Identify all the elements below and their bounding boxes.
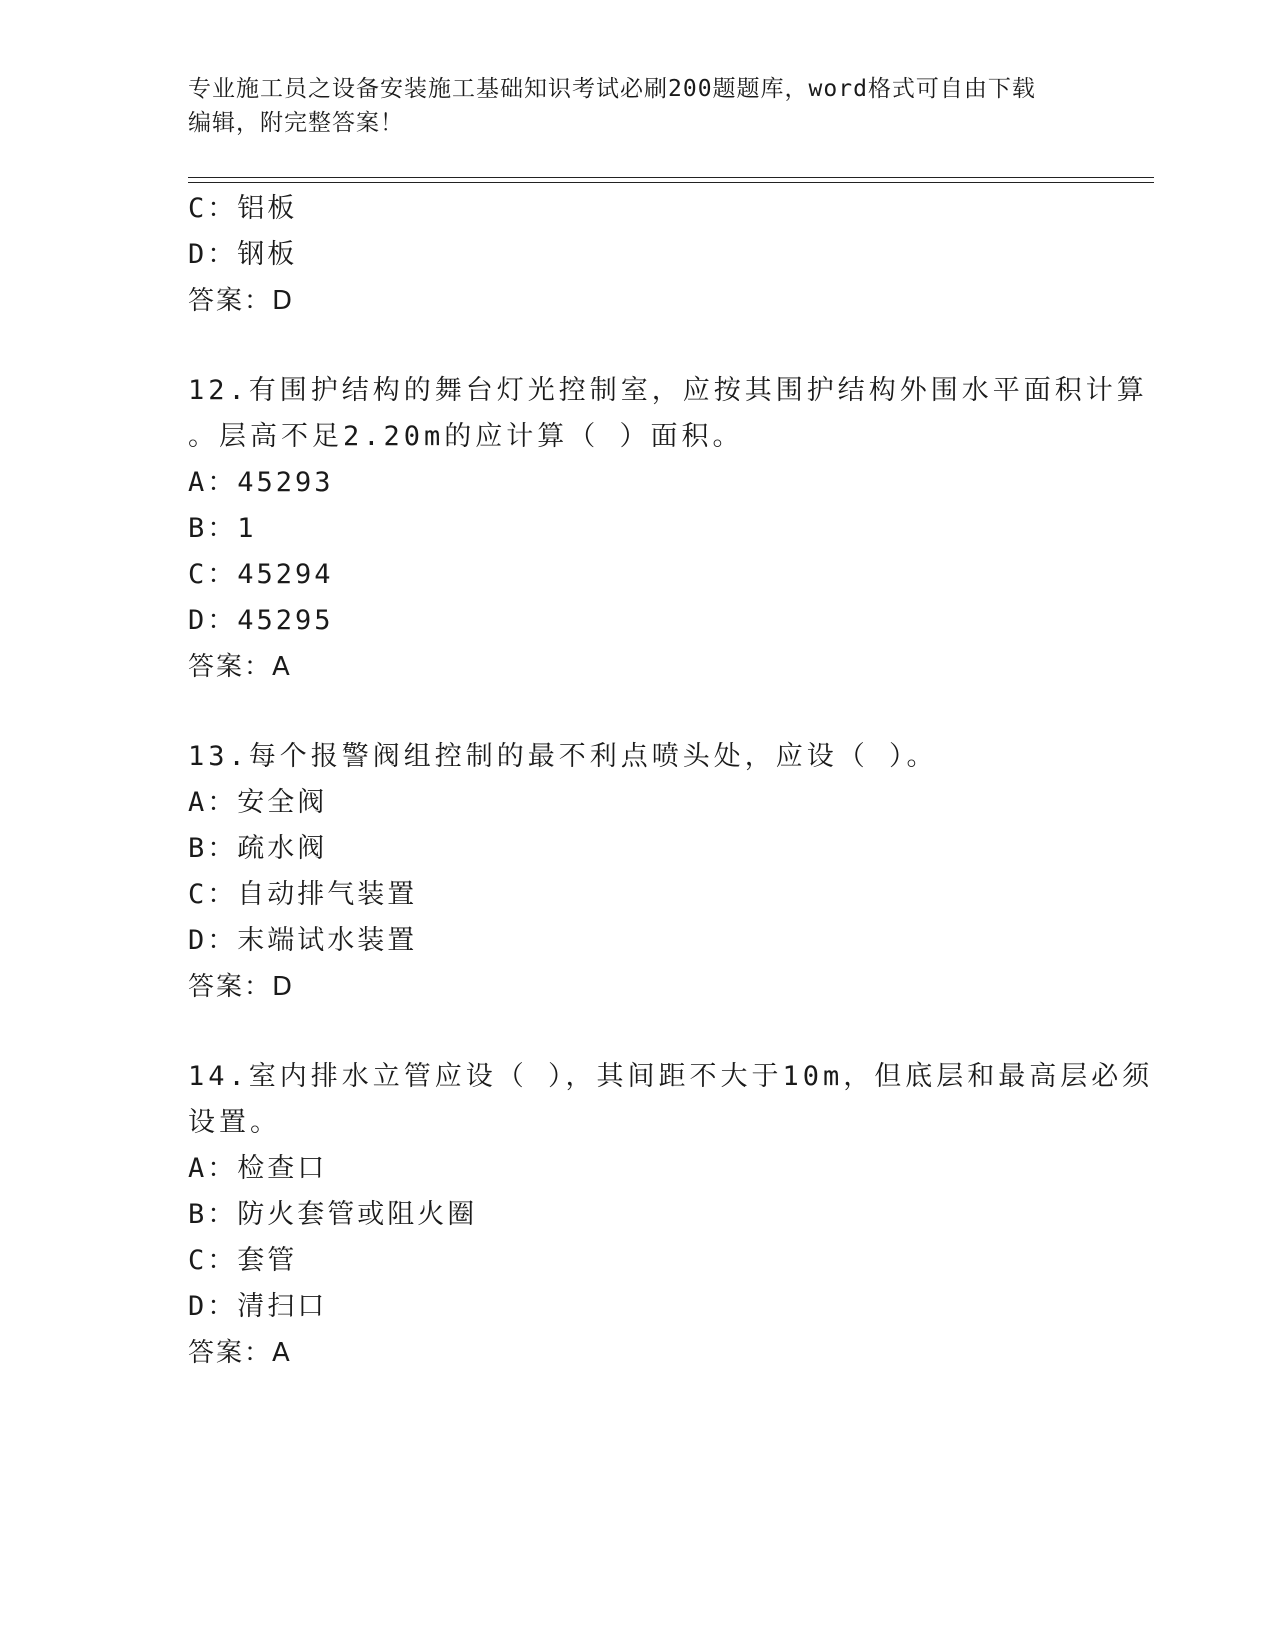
header-title-line-1: 专业施工员之设备安装施工基础知识考试必刷200题题库，word格式可自由下载 [188,76,1036,102]
answer-line: 答案：A [188,652,292,682]
question-11-continued [188,186,1088,324]
option-c: C：套管 [188,1245,298,1276]
spacer [188,324,1088,368]
question-stem-line: 13.每个报警阀组控制的最不利点喷头处，应设（ ）。 [188,741,938,772]
option-d: D：45295 [188,605,334,636]
option-a: A：检查口 [188,1153,328,1184]
question-stem-line: 。层高不足2.20m的应计算（ ）面积。 [188,421,744,452]
answer-line: 答案：A [188,1338,292,1368]
header-divider-top [188,177,1154,178]
question-stem [188,1054,1154,1146]
spacer [188,690,1088,734]
question-stem-line: 12.有围护结构的舞台灯光控制室，应按其围护结构外围水平面积计算 [188,375,1148,406]
question-12 [188,368,1148,690]
question-content [188,186,1154,1376]
option-d: D：清扫口 [188,1291,328,1322]
question-stem-line: 14.室内排水立管应设（ ），其间距不大于10m，但底层和最高层必须 [188,1061,1154,1092]
option-b: B：1 [188,513,257,544]
question-stem [188,368,1148,460]
header-divider-bottom [188,182,1154,183]
answer-line: 答案：D [188,286,295,316]
question-stem [188,734,1088,780]
option-b: B：防火套管或阻火圈 [188,1199,478,1230]
answer-line: 答案：D [188,972,295,1002]
option-b: B：疏水阀 [188,833,328,864]
question-14 [188,1054,1154,1376]
header-title-line-2: 编辑，附完整答案！ [188,110,404,136]
option-d: D：钢板 [188,239,298,270]
option-a: A：安全阀 [188,787,328,818]
option-c: C：45294 [188,559,334,590]
document-header [188,72,1088,140]
spacer [188,1010,1088,1054]
question-stem-line: 设置。 [188,1107,281,1138]
question-13 [188,734,1088,1010]
option-a: A：45293 [188,467,334,498]
option-d: D：末端试水装置 [188,925,418,956]
option-c: C：铝板 [188,193,298,224]
option-c: C：自动排气装置 [188,879,418,910]
